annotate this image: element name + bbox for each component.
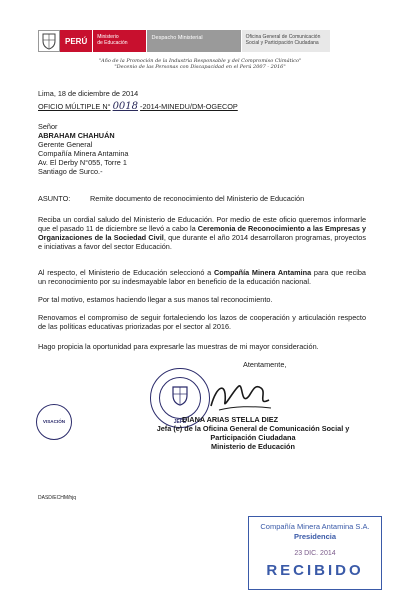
recipient-line: Santiago de Surco.- — [38, 167, 103, 177]
recibido-word: RECIBIDO — [266, 562, 364, 579]
paragraph-3: Por tal motivo, estamos haciendo llegar a sus manos tal reconocimiento. — [38, 295, 273, 304]
oficio-number: 0018 — [112, 101, 139, 112]
recibido-company: Compañía Minera Antamina S.A. — [260, 522, 370, 531]
visacion-seal — [36, 404, 72, 440]
coat-of-arms-icon — [38, 30, 60, 52]
header-ministerio: Ministerio de Educación — [92, 30, 145, 52]
signer-title: Jefa (e) de la Oficina General de Comunicación Social y Participación Ciudadana Ministerio de Educación — [156, 424, 350, 452]
paragraph-5: Hago propicia la oportunidad para expresarle las muestras de mi mayor consideración. — [38, 342, 319, 351]
header-oficina: Oficina General de Comunicación Social y Participación Ciudadana — [241, 30, 331, 52]
paragraph-2: Al respecto, el Ministerio de Educación seleccionó a Compañía Minera Antamina para que reciba un reconocimiento por su indesmayable labor en beneficio de la educación nacional. — [38, 268, 366, 287]
oficio-reference: OFICIO MÚLTIPLE N° 0018 -2014-MINEDU/DM-OGECOP — [38, 101, 238, 112]
seal-caption: JEFE — [173, 419, 187, 425]
recipient-line: Av. El Derby N°055, Torre 1 — [38, 158, 127, 168]
recibido-date: 23 DIC. 2014 — [294, 550, 336, 557]
recibido-department: Presidencia — [293, 532, 337, 541]
signature-icon — [205, 376, 275, 416]
seal-crest-icon — [170, 385, 190, 407]
asunto-text: Remite documento de reconocimiento del Ministerio de Educación — [90, 194, 305, 203]
recipient-block — [38, 122, 128, 177]
paragraph-1: Reciba un cordial saludo del Ministerio de Educación. Por medio de este oficio queremos informarle que el pasado 11 de diciembre se llevó a cabo la Ceremonia de Reconocimiento a las Empresas y Organizaciones de la Sociedad Civil, que durante el año 2014 desarrollaron programas, proyectos e iniciativas a favor del sector Educación. — [38, 215, 367, 252]
closing: Atentamente, — [243, 360, 287, 369]
visacion-label: VISACIÓN — [42, 419, 66, 424]
signer-name: DIANA ARIAS STELLA DIEZ — [182, 415, 279, 424]
recipient-line: Compañía Minera Antamina — [38, 149, 129, 159]
header-peru: PERÚ — [60, 30, 92, 52]
recipient-line: Gerente General — [38, 140, 93, 150]
asunto-label: ASUNTO: — [38, 194, 71, 203]
letter-date: Lima, 18 de diciembre de 2014 — [38, 89, 139, 98]
header-despacho: Despacho Ministerial — [146, 30, 241, 52]
letterhead — [38, 30, 330, 52]
recibido-stamp — [248, 516, 382, 590]
document-initials: DASD/ECHM/hjq — [38, 495, 77, 501]
motto-line-2: "Decenio de las Personas con Discapacidad en el Perú 2007 - 2016" — [114, 64, 286, 70]
salutation: Señor — [38, 122, 58, 131]
paragraph-4: Renovamos el compromiso de seguir fortaleciendo los lazos de cooperación y articulación respecto de las políticas educativas priorizadas por el sector al 2016. — [38, 313, 366, 332]
recipient-name: ABRAHAM CHAHUÁN — [38, 131, 115, 141]
motto-line-1: "Año de la Promoción de la Industria Responsable y del Compromiso Climático" — [98, 58, 302, 64]
